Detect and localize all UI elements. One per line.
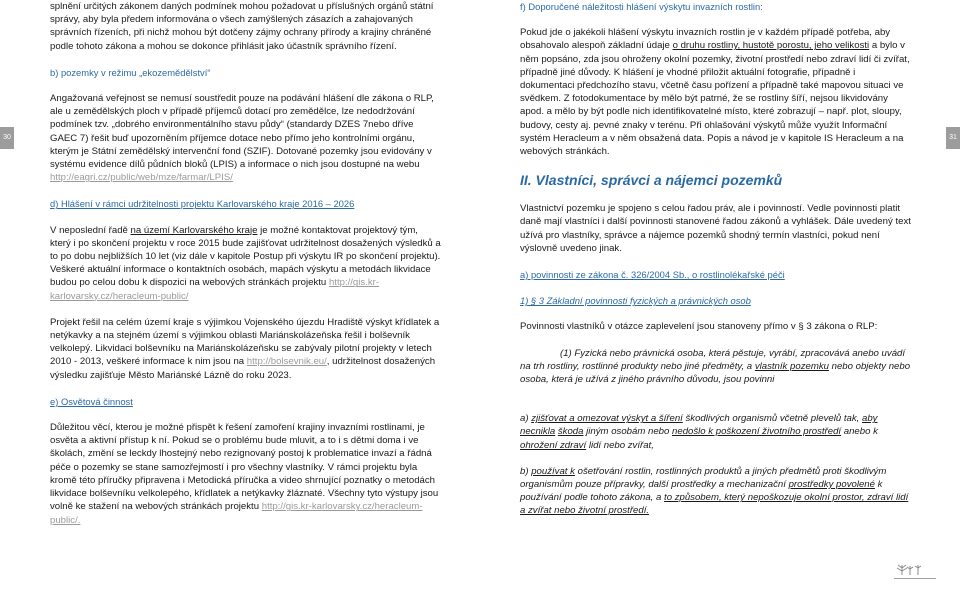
section-b-text: Angažovaná veřejnost se nemusí soustředit pouze na podávání hlášení dle zákona o RLP, ale u zemědělských ploch v případě příjemců dotací pro zemědělce, lze nedodržování podmínek tzv. „dobrého environmentálního stavu půdy“ (standardy DZES 7nebo dříve GAEC 7) řešit buď upozorněním příjemce dotace nebo přímo jeho kontrolními orgánu, kterým je Státní zemědělský intervenční fond (SZIF). Dotované pozemky jsou evidovány v systému evidence dílů půdních bloků (LPIS) a informace o nich jsou dostupné na webu http://eagri.cz/public/web/mze/farmar/LPIS/ — [50, 93, 434, 184]
section-ii-heading: II. Vlastníci, správci a nájemci pozemků — [520, 172, 783, 189]
lpis-link[interactable]: http://eagri.cz/public/web/mze/farmar/LPIS/ — [50, 172, 233, 184]
section-a-heading: a) povinnosti ze zákona č. 326/2004 Sb., o rostlinolékařské péči — [520, 269, 785, 281]
section-f-heading: f) Doporučené náležitosti hlášení výskytu invazních rostlin: — [520, 1, 763, 12]
right-column — [520, 0, 912, 518]
page-number-left: 30 — [0, 127, 14, 149]
section-e-heading: e) Osvětová činnost — [50, 395, 133, 407]
right-page — [480, 0, 960, 589]
law-point-b: b) používat k ošetřování rostlin, rostlinných produktů a jiných předmětů proti škodlivým organismům pouze přípravky, další prostředky a mechanizační prostředky povolené k používání podle tohoto zákona, a to způsobem, který nepoškozuje okolní prostor, zdraví lidí a zvířat nebo životní prostředí. — [520, 465, 909, 517]
section-ii-text: Vlastnictví pozemku je spojeno s celou řadou práv, ale i povinností. Vedle povinnosti platit daně mají vlastníci i další povinnosti stanovené řadou zákonů a vyhlášek. Dále uvedený text užívá pro vlastníky, správce a nájemce pozemků shodný termín vlastníci, pokud není výslovně uvedeno jinak. — [520, 203, 911, 254]
heracleum-link-2[interactable]: http://gis.kr-karlovarsky.cz/heracleum-public/. — [50, 501, 423, 526]
section-d-text-2: Projekt řešil na celém území kraje s výjimkou Vojenského újezdu Hradiště výskyt křídlatek a netýkavky a na stejném území s výjimkou oblasti Mariánskolázeňska řešil i bolševník velkolepý. Likvidaci bolševníku na Mariánskolázeňsku se zabývaly pilotní projekty v letech 2010 - 2013, veškeré informace k nim jsou na http://bolsevnik.eu/, udržitelnost dosažených výsledku zajišťuje Město Mariánské Lázně do roku 2023. — [50, 316, 440, 381]
section-e-text: Důležitou věcí, kterou je možné přispět k řešení zamoření krajiny invazními rostlinami, je osvěta a aktivní přístup k ní. Pokud se o problému bude mluvit, a to i s dětmi doma i ve školách, změní se leckdy lhostejný nebo rezignovaný postoj k problematice invazí a řádná péče o pozemky se stane samozřejmostí i pro všechny vlastníky. V rámci projektu byla kromě této příručky připravena i Metodická příručka a video shrnující poznatky o metodách likvidace bolševníku velkolepého, křídlatek a netýkavky žláznaté. Všechny tyto výstupy jsou volně ke stažení na webových stránkách projektu http://gis.kr-karlovarsky.cz/heracleum-public/. — [50, 422, 439, 526]
intro-paragraph: splnění určitých zákonem daných podmínek mohou požadovat u příslušných orgánů státní správy, aby byla předem informována o všech zamýšlených zásazích a zahajovaných správních řízeních, při nichž mohou být dotčeny zájmy ochrany přírody a krajiny chráněné podle tohoto zákona a mohou se dokonce přihlásit jako účastník správního řízení. — [50, 1, 434, 52]
section-d-text-1: V neposlední řadě na území Karlovarského kraje je možné kontaktovat projektový tým, který i po skončení projektu v roce 2015 bude zajišťovat udržitelnost dosažených výsledků a to po dobu nejbližších 10 let (viz dále v kapitole Postup při výskytu IR po skončení projektu). Veškeré aktuální informace o kontaktních osobách, mapách výskytu a metodách likvidace budou po celou dobu k dispozici na webových stránkách projektu http://gis.kr-karlovarsky.cz/heracleum-public/ — [50, 224, 441, 302]
bolsevnik-link[interactable]: http://bolsevnik.eu/ — [246, 356, 327, 368]
page-number-right: 31 — [946, 127, 960, 149]
heracleum-logo-icon — [892, 563, 938, 583]
section-d-heading: d) Hlášení v rámci udržitelnosti projektu Karlovarského kraje 2016 – 2026 — [50, 198, 355, 210]
law-quote: (1) Fyzická nebo právnická osoba, která pěstuje, vyrábí, zpracovává anebo uvádí na trh rostliny, rostlinné produkty nebo jiné předměty, a vlastník pozemku nebo objekty nebo osoba, která je užívá z jiného právního důvodu, jsou povinni — [520, 347, 911, 386]
law-point-a: a) zjišťovat a omezovat výskyt a šíření škodlivých organismů včetně plevelů tak, aby necnikla škoda jiným osobám nebo nedošlo k poškození životního prostředí anebo k ohrožení zdraví lidí nebo zvířat, — [520, 413, 878, 451]
left-column — [50, 0, 441, 527]
heracleum-link[interactable]: http://gis.kr-karlovarsky.cz/heracleum-public/ — [50, 277, 380, 302]
subsection-1-heading: 1) § 3 Základní povinnosti fyzických a právnických osob — [520, 295, 751, 307]
section-b-heading: b) pozemky v režimu „ekozemědělství“ — [50, 66, 211, 78]
subsection-1-text: Povinnosti vlastníků v otázce zaplevelení jsou stanoveny přímo v § 3 zákona o RLP: — [520, 321, 878, 333]
section-f-text: Pokud jde o jakékoli hlášení výskytu invazních rostlin je v každém případě potřeba, aby obsahovalo alespoň základní údaje o druhu rostliny, hustotě porostu, jeho velikosti a bylo v něm popsáno, zda jsou ohroženy okolní pozemky, životní prostředí nebo zdraví lidí či zvířat, případně jiné důvody. K hlášení je vhodné přiložit aktuální fotografie, případně i dokumentaci předchozího stavu, včetně času pořízení a případně také mapovou situaci ve svědkem. Z fotodokumentace by mělo být patrné, že se rostliny šíří, nejsou likvidovány apod. a mělo by být podle nich identifikovatelné místo, které zobrazují – např. plot, sloupy, budovy, cesty aj. pevné znaky v terénu. Při ohlašování výskytů může využít Informační systém Heracleum a v něm obsažená data. Popis a návod je v kapitole IS Heracleum a na webových stránkách. — [520, 27, 910, 158]
